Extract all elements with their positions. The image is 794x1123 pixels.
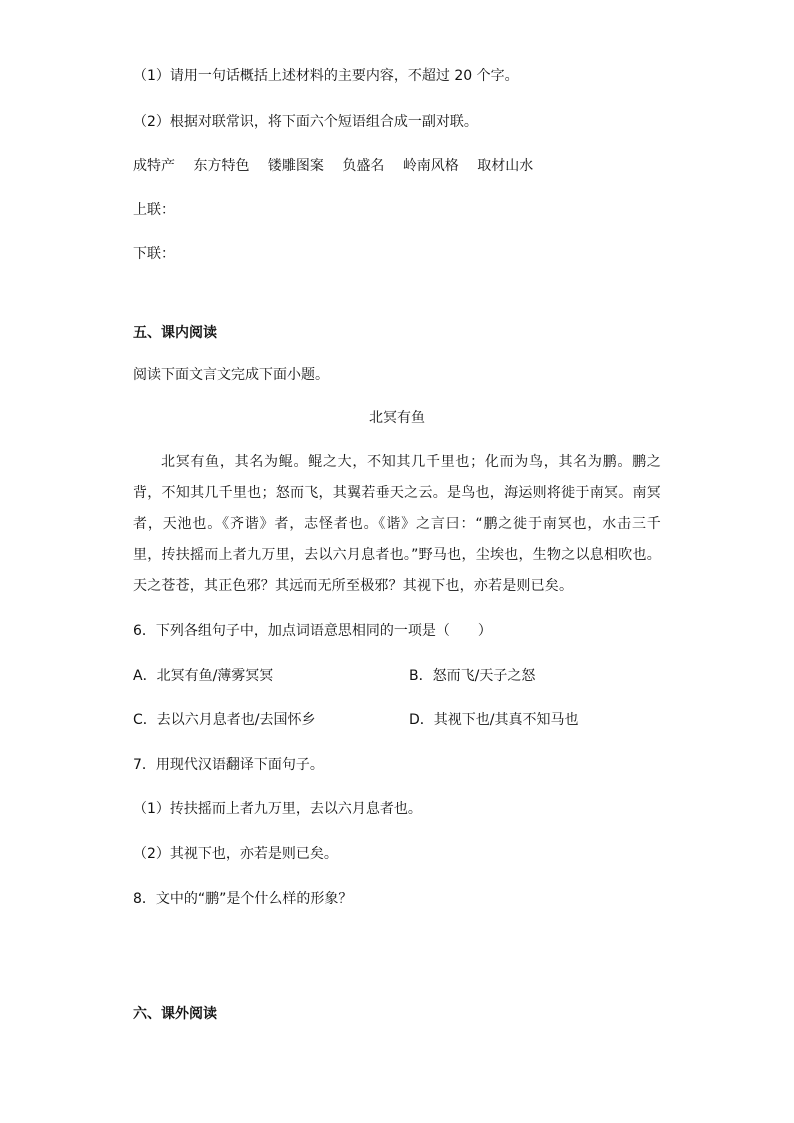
phrase-item: 取材山水: [477, 158, 534, 174]
q6-option-b: B．怒而飞/天子之怒: [409, 668, 536, 684]
section-5-heading: 五、课内阅读: [133, 325, 217, 341]
question-7-2: （2）其视下也，亦若是则已矣。: [133, 846, 338, 862]
q6-option-c: C．去以六月息者也/去国怀乡: [133, 712, 316, 728]
question-7: 7．用现代汉语翻译下面句子。: [133, 757, 324, 773]
phrase-list: [133, 156, 547, 176]
question-7-1: （1）抟扶摇而上者九万里，去以六月息者也。: [133, 801, 422, 817]
question-8: 8．文中的“鹏”是个什么样的形象？: [133, 891, 353, 907]
phrase-item: 镂雕图案: [267, 158, 324, 174]
reading-instruction: 阅读下面文言文完成下面小题。: [133, 367, 329, 383]
phrase-item: 东方特色: [193, 158, 250, 174]
q6-option-a: A．北冥有鱼/薄雾冥冥: [133, 668, 274, 684]
upper-couplet-label: 上联：: [133, 202, 175, 218]
phrase-item: 负盛名: [342, 158, 385, 174]
question-1: （1）请用一句话概括上述材料的主要内容，不超过 20 个字。: [133, 68, 519, 84]
section-6-heading: 六、课外阅读: [133, 1006, 217, 1022]
q6-option-d: D．其视下也/其真不知马也: [409, 712, 579, 728]
phrase-item: 成特产: [133, 158, 175, 174]
passage-title: 北冥有鱼: [369, 410, 425, 426]
question-2: （2）根据对联常识，将下面六个短语组合成一副对联。: [133, 114, 478, 130]
phrase-item: 岭南风格: [402, 158, 459, 174]
question-6: 6．下列各组句子中，加点词语意思相同的一项是（ ）: [133, 623, 492, 639]
lower-couplet-label: 下联：: [133, 246, 175, 262]
passage-text: 北冥有鱼，其名为鲲。鲲之大，不知其几千里也；化而为鸟，其名为鹏。鹏之背，不知其几千里也；怒而飞，其翼若垂天之云。是鸟也，海运则将徙于南冥。南冥者，天池也。《齐谐》者，志怪者也。《谐》之言曰：“鹏之徙于南冥也，水击三千里，抟扶摇而上者九万里，去以六月息者也。”野马也，尘埃也，生物之以息相吹也。天之苍苍，其正色邪？其远而无所至极邪？其视下也，亦若是则已矣。: [133, 454, 661, 594]
